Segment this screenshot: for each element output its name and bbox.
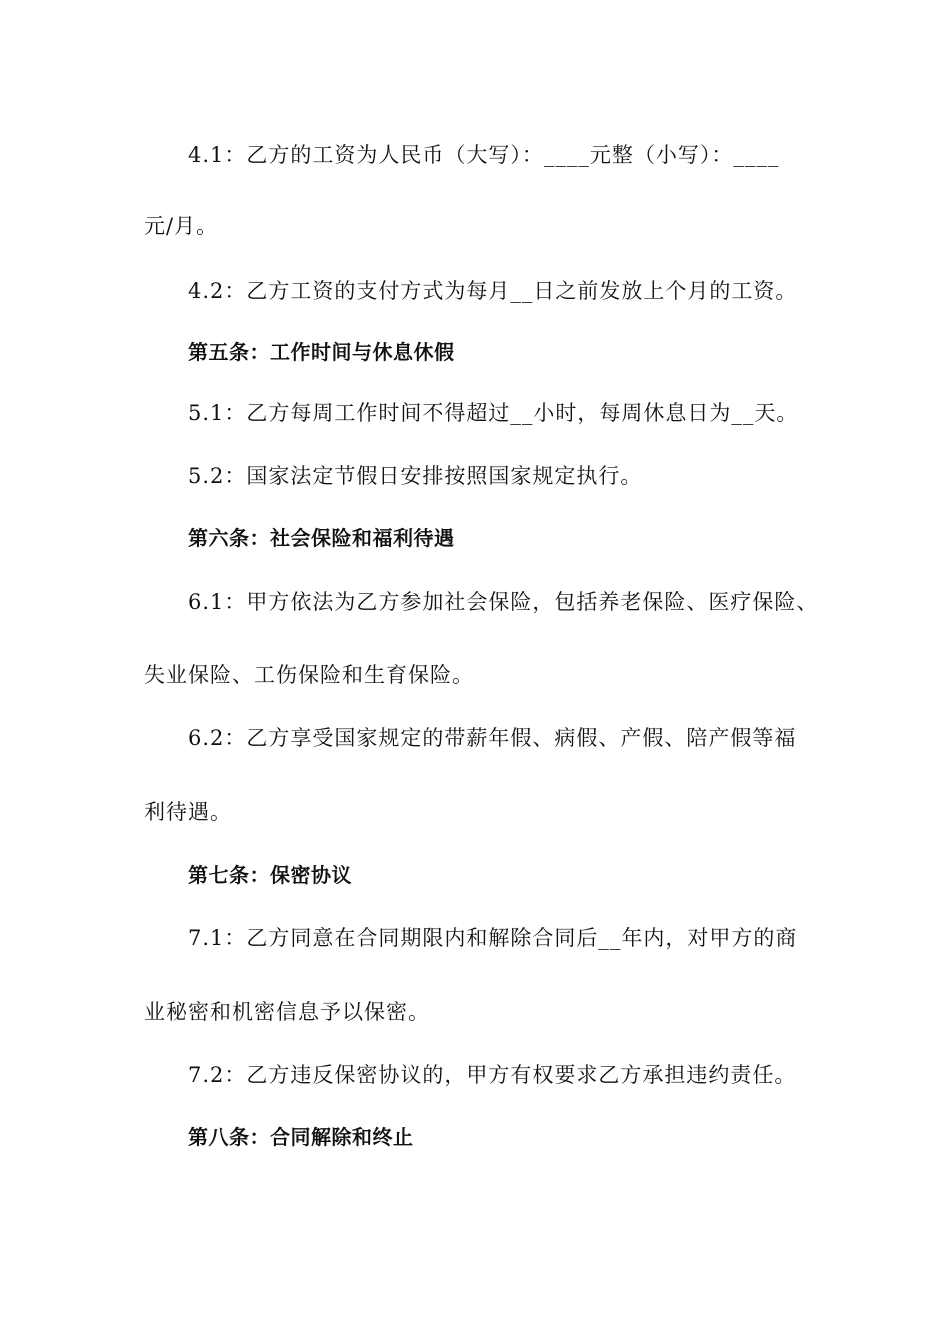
article-5-heading: 第五条：工作时间与休息休假 xyxy=(188,340,455,364)
clause-7-2: 7.2：乙方违反保密协议的，甲方有权要求乙方承担违约责任。 xyxy=(188,1063,797,1087)
clause-6-2-line-1: 6.2：乙方享受国家规定的带薪年假、病假、产假、陪产假等福 xyxy=(188,726,797,750)
clause-6-1-line-1: 6.1：甲方依法为乙方参加社会保险，包括养老保险、医疗保险、 xyxy=(188,590,819,614)
clause-5-2: 5.2：国家法定节假日安排按照国家规定执行。 xyxy=(188,464,643,488)
clause-7-1-line-2: 业秘密和机密信息予以保密。 xyxy=(144,1000,430,1024)
clause-6-1-line-2: 失业保险、工伤保险和生育保险。 xyxy=(144,663,474,687)
clause-5-1: 5.1：乙方每周工作时间不得超过__小时，每周休息日为__天。 xyxy=(188,401,799,425)
clause-6-2-line-2: 利待遇。 xyxy=(144,800,232,824)
clause-7-1-line-1: 7.1：乙方同意在合同期限内和解除合同后__年内，对甲方的商 xyxy=(188,926,798,950)
clause-4-1-line-2: 元/月。 xyxy=(144,214,219,238)
article-8-heading: 第八条：合同解除和终止 xyxy=(188,1125,414,1149)
article-6-heading: 第六条：社会保险和福利待遇 xyxy=(188,526,455,550)
clause-4-2: 4.2：乙方工资的支付方式为每月__日之前发放上个月的工资。 xyxy=(188,279,798,303)
article-7-heading: 第七条：保密协议 xyxy=(188,863,352,887)
clause-4-1-line-1: 4.1：乙方的工资为人民币（大写）：____元整（小写）：____ xyxy=(188,143,780,167)
